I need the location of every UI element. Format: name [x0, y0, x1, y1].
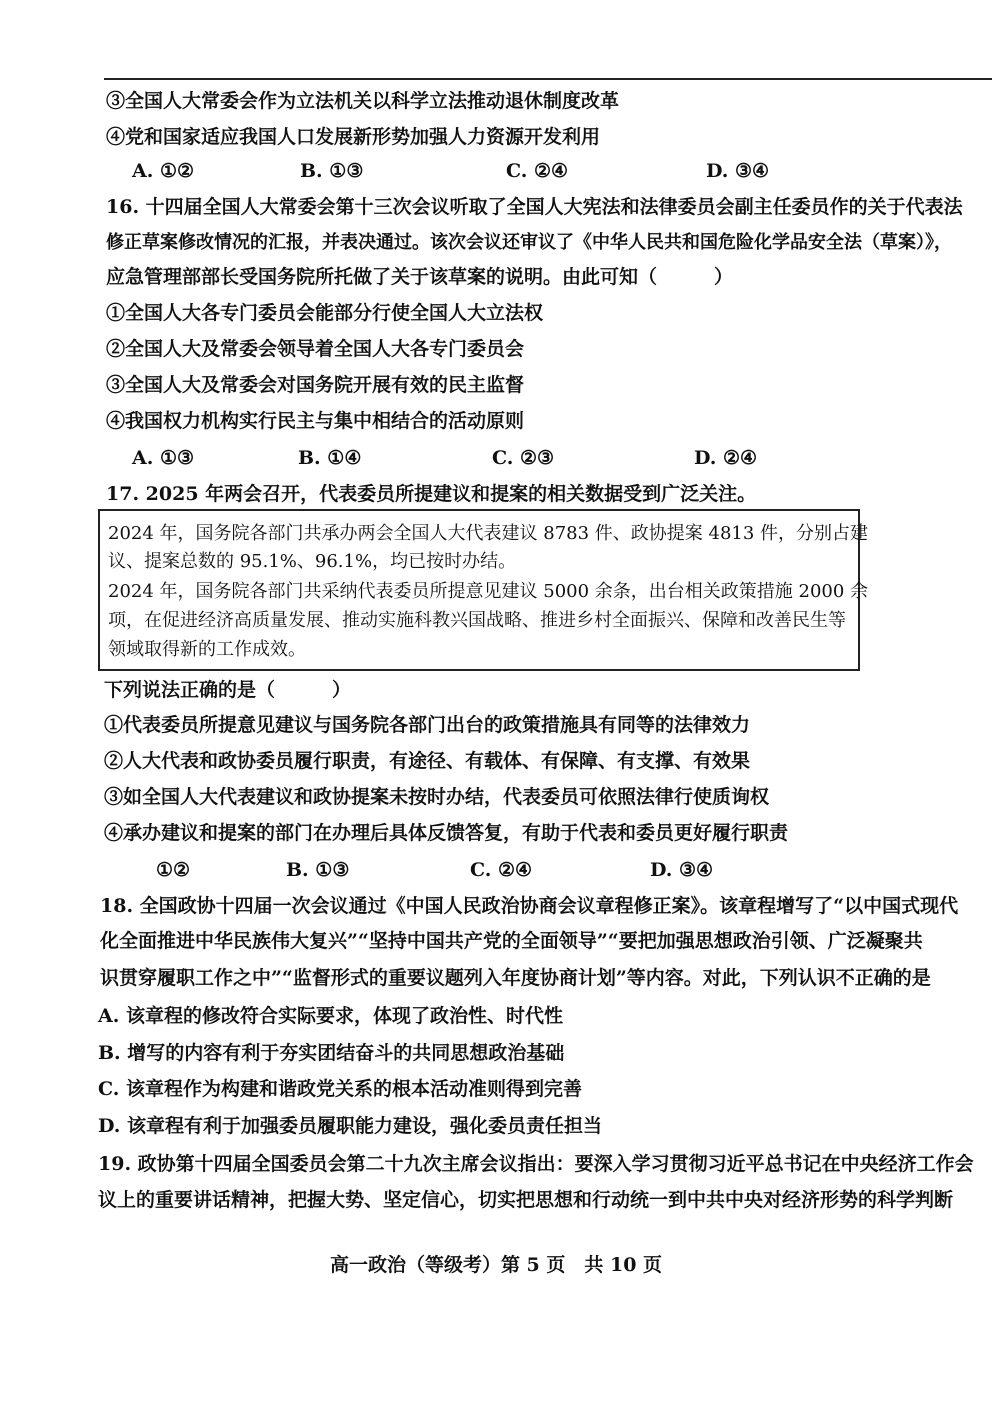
q17-option-a: ①②: [156, 859, 191, 881]
q18-choice-b: B. 增写的内容有利于夯实团结奋斗的共同思想政治基础: [98, 1042, 565, 1064]
q18-choice-a: A. 该章程的修改符合实际要求，体现了政治性、时代性: [98, 1005, 563, 1027]
q19-stem-line-2: 议上的重要讲话精神，把握大势、坚定信心，切实把思想和行动统一到中共中央对经济形势的科学判断: [98, 1189, 954, 1211]
q16-item-4: ④我国权力机构实行民主与集中相结合的活动原则: [106, 410, 525, 432]
q17-item-3: ③如全国人大代表建议和政协提案未按时办结，代表委员可依照法律行使质询权: [104, 786, 770, 808]
q17-material-line-3: 2024 年，国务院各部门共采纳代表委员所提意见建议 5000 余条，出台相关政策措施 2000 余: [108, 581, 869, 602]
page-footer: 高一政治（等级考）第 5 页 共 10 页: [329, 1254, 663, 1276]
q17-item-2: ②人大代表和政协委员履行职责，有途径、有载体、有保障、有支撑、有效果: [104, 750, 751, 772]
q16-option-d: D. ②④: [694, 447, 758, 469]
q15-option-b: B. ①③: [300, 160, 364, 182]
q16-stem-line-2: 修正草案修改情况的汇报，并表决通过。该次会议还审议了《中华人民共和国危险化学品安全法（草案）》，: [106, 232, 952, 253]
q16-item-2: ②全国人大及常委会领导着全国人大各专门委员会: [106, 338, 525, 360]
q18-stem-line-3: 识贯穿履职工作之中”“监督形式的重要议题列入年度协商计划”等内容。对此，下列认识不正确的是: [100, 967, 931, 989]
q18-choice-c: C. 该章程作为构建和谐政党关系的根本活动准则得到完善: [98, 1078, 583, 1100]
q17-material-box: [98, 509, 869, 671]
q15-item-3: ③全国人大常委会作为立法机关以科学立法推动退休制度改革: [106, 90, 620, 112]
q17-material-line-1: 2024 年，国务院各部门共承办两会全国人大代表建议 8783 件、政协提案 4813 件，分别占建: [108, 523, 869, 544]
q16-item-3: ③全国人大及常委会对国务院开展有效的民主监督: [106, 374, 525, 396]
q17-material-line-4: 项，在促进经济高质量发展、推动实施科教兴国战略、推进乡村全面振兴、保障和改善民生等: [108, 610, 846, 631]
q17-question: 下列说法正确的是（ ）: [104, 679, 352, 701]
q17-option-b: B. ①③: [286, 859, 350, 881]
q16-options: [132, 445, 792, 471]
q17-options: [156, 857, 756, 883]
q16-stem-line-3: 应急管理部部长受国务院所托做了关于该草案的说明。由此可知（ ）: [106, 266, 734, 288]
q17-option-d: D. ③④: [650, 859, 714, 881]
q15-item-4: ④党和国家适应我国人口发展新形势加强人力资源开发利用: [106, 126, 601, 148]
q19-stem-line-1: 19. 政协第十四届全国委员会第二十九次主席会议指出：要深入学习贯彻习近平总书记在中央经济工作会: [98, 1153, 974, 1175]
q18-stem-line-1: 18. 全国政协十四届一次会议通过《中国人民政治协商会议章程修正案》。该章程增写了“以中国式现代: [100, 895, 959, 917]
q16-option-c: C. ②③: [492, 447, 555, 469]
q15-option-c: C. ②④: [506, 160, 569, 182]
q17-material-line-2: 议、提案总数的 95.1%、96.1%，均已按时办结。: [108, 551, 517, 572]
top-rule: [104, 78, 992, 80]
q15-options: [132, 158, 792, 184]
q16-item-1: ①全国人大各专门委员会能部分行使全国人大立法权: [106, 302, 544, 324]
q17-item-4: ④承办建议和提案的部门在办理后具体反馈答复，有助于代表和委员更好履行职责: [104, 822, 789, 844]
q18-choice-d: D. 该章程有利于加强委员履职能力建设，强化委员责任担当: [98, 1115, 603, 1137]
q17-item-1: ①代表委员所提意见建议与国务院各部门出台的政策措施具有同等的法律效力: [104, 714, 751, 736]
q16-stem-line-1: 16. 十四届全国人大常委会第十三次会议听取了全国人大宪法和法律委员会副主任委员作的关于代表法: [106, 196, 963, 218]
q15-option-a: A. ①②: [132, 160, 195, 182]
q15-option-d: D. ③④: [706, 160, 770, 182]
q17-stem: 17. 2025 年两会召开，代表委员所提建议和提案的相关数据受到广泛关注。: [106, 483, 757, 505]
q16-option-b: B. ①④: [298, 447, 362, 469]
q16-option-a: A. ①③: [132, 447, 195, 469]
q18-stem-line-2: 化全面推进中华民族伟大复兴”“坚持中国共产党的全面领导”“要把加强思想政治引领、广泛凝聚共: [100, 930, 923, 952]
q17-option-c: C. ②④: [470, 859, 533, 881]
q17-material-line-5: 领域取得新的工作成效。: [108, 639, 306, 660]
